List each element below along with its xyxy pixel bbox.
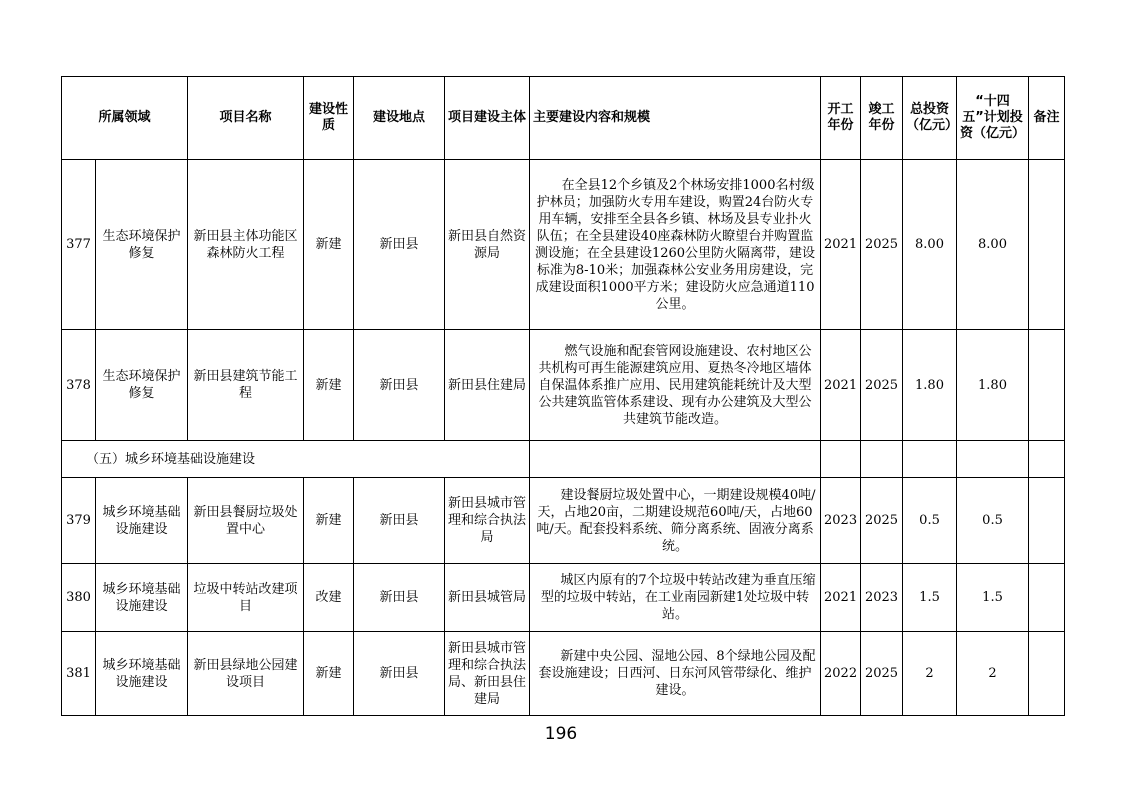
row-plan: 1.5: [957, 564, 1029, 632]
row-name: 新田县建筑节能工程: [188, 330, 304, 441]
row-start: 2021: [821, 160, 861, 330]
row-start: 2022: [821, 632, 861, 716]
row-number: 377: [62, 160, 96, 330]
section-empty-cell: [821, 441, 861, 478]
row-location: 新田县: [354, 564, 445, 632]
row-total: 1.5: [903, 564, 957, 632]
row-plan: 1.80: [957, 330, 1029, 441]
row-location: 新田县: [354, 160, 445, 330]
row-start: 2021: [821, 564, 861, 632]
row-remark: [1029, 160, 1065, 330]
header-start: 开工年份: [821, 77, 861, 160]
table-row: [62, 632, 1065, 716]
header-plan: “十四五”计划投资（亿元）: [957, 77, 1029, 160]
section-empty-cell: [1029, 441, 1065, 478]
row-nature: 新建: [304, 632, 354, 716]
row-nature: 新建: [304, 330, 354, 441]
section-empty-cell: [957, 441, 1029, 478]
row-content: 城区内原有的7个垃圾中转站改建为垂直压缩型的垃圾中转站，在工业南园新建1处垃圾中转站。: [530, 564, 821, 632]
row-end: 2025: [861, 632, 903, 716]
header-remark: 备注: [1029, 77, 1065, 160]
header-owner: 项目建设主体: [445, 77, 530, 160]
row-domain: 生态环境保护修复: [96, 160, 188, 330]
row-remark: [1029, 632, 1065, 716]
row-content: 燃气设施和配套管网设施建设、农村地区公共机构可再生能源建筑应用、夏热冬冷地区墙体自保温体系推广应用、民用建筑能耗统计及大型公共建筑监管体系建设、现有办公建筑及大型公共建筑节能改造。: [530, 330, 821, 441]
row-end: 2025: [861, 478, 903, 564]
row-name: 新田县餐厨垃圾处置中心: [188, 478, 304, 564]
section-title: （五）城乡环境基础设施建设: [62, 441, 530, 478]
table-row: [62, 160, 1065, 330]
row-owner: 新田县住建局: [445, 330, 530, 441]
table-row: [62, 564, 1065, 632]
row-number: 379: [62, 478, 96, 564]
row-domain: 城乡环境基础设施建设: [96, 478, 188, 564]
header-location: 建设地点: [354, 77, 445, 160]
table-row: [62, 478, 1065, 564]
row-plan: 8.00: [957, 160, 1029, 330]
row-location: 新田县: [354, 478, 445, 564]
header-end: 竣工年份: [861, 77, 903, 160]
header-name: 项目名称: [188, 77, 304, 160]
page-number: 196: [544, 724, 578, 744]
header-nature: 建设性质: [304, 77, 354, 160]
header-content: 主要建设内容和规模: [530, 77, 821, 160]
row-total: 2: [903, 632, 957, 716]
row-nature: 新建: [304, 160, 354, 330]
row-owner: 新田县城管局: [445, 564, 530, 632]
project-table: [61, 76, 1065, 716]
row-content: 在全县12个乡镇及2个林场安排1000名村级护林员；加强防火专用车建设，购置24台防火专用车辆，安排至全县各乡镇、林场及县专业扑火队伍；在全县建设40座森林防火瞭望台并购置监测设施；在全县建设1260公里防火隔离带，建设标准为8-10米；加强森林公安业务用房建设，完成建设面积1000平方米；建设防火应急通道110公里。: [530, 160, 821, 330]
row-location: 新田县: [354, 330, 445, 441]
row-remark: [1029, 330, 1065, 441]
row-nature: 新建: [304, 478, 354, 564]
row-end: 2023: [861, 564, 903, 632]
section-empty-cell: [861, 441, 903, 478]
header-domain: 所属领域: [62, 77, 188, 160]
section-row: [62, 441, 1065, 478]
section-empty-cell: [530, 441, 821, 478]
row-domain: 城乡环境基础设施建设: [96, 632, 188, 716]
row-owner: 新田县城市管理和综合执法局: [445, 478, 530, 564]
row-location: 新田县: [354, 632, 445, 716]
row-total: 0.5: [903, 478, 957, 564]
row-name: 新田县主体功能区森林防火工程: [188, 160, 304, 330]
section-empty-cell: [903, 441, 957, 478]
row-plan: 0.5: [957, 478, 1029, 564]
row-number: 381: [62, 632, 96, 716]
row-domain: 生态环境保护修复: [96, 330, 188, 441]
row-content: 新建中央公园、湿地公园、8个绿地公园及配套设施建设；日西河、日东河风管带绿化、维护建设。: [530, 632, 821, 716]
row-domain: 城乡环境基础设施建设: [96, 564, 188, 632]
row-remark: [1029, 564, 1065, 632]
row-start: 2023: [821, 478, 861, 564]
row-content: 建设餐厨垃圾处置中心，一期建设规模40吨/天，占地20亩，二期建设规范60吨/天，占地60吨/天。配套投料系统、筛分离系统、固液分离系统。: [530, 478, 821, 564]
table-row: [62, 330, 1065, 441]
row-plan: 2: [957, 632, 1029, 716]
row-total: 1.80: [903, 330, 957, 441]
row-number: 380: [62, 564, 96, 632]
row-name: 新田县绿地公园建设项目: [188, 632, 304, 716]
row-name: 垃圾中转站改建项目: [188, 564, 304, 632]
row-total: 8.00: [903, 160, 957, 330]
row-end: 2025: [861, 330, 903, 441]
header-row: [62, 77, 1065, 160]
header-total: 总投资（亿元）: [903, 77, 957, 160]
row-remark: [1029, 478, 1065, 564]
row-end: 2025: [861, 160, 903, 330]
row-number: 378: [62, 330, 96, 441]
row-owner: 新田县自然资源局: [445, 160, 530, 330]
row-nature: 改建: [304, 564, 354, 632]
row-owner: 新田县城市管理和综合执法局、新田县住建局: [445, 632, 530, 716]
row-start: 2021: [821, 330, 861, 441]
